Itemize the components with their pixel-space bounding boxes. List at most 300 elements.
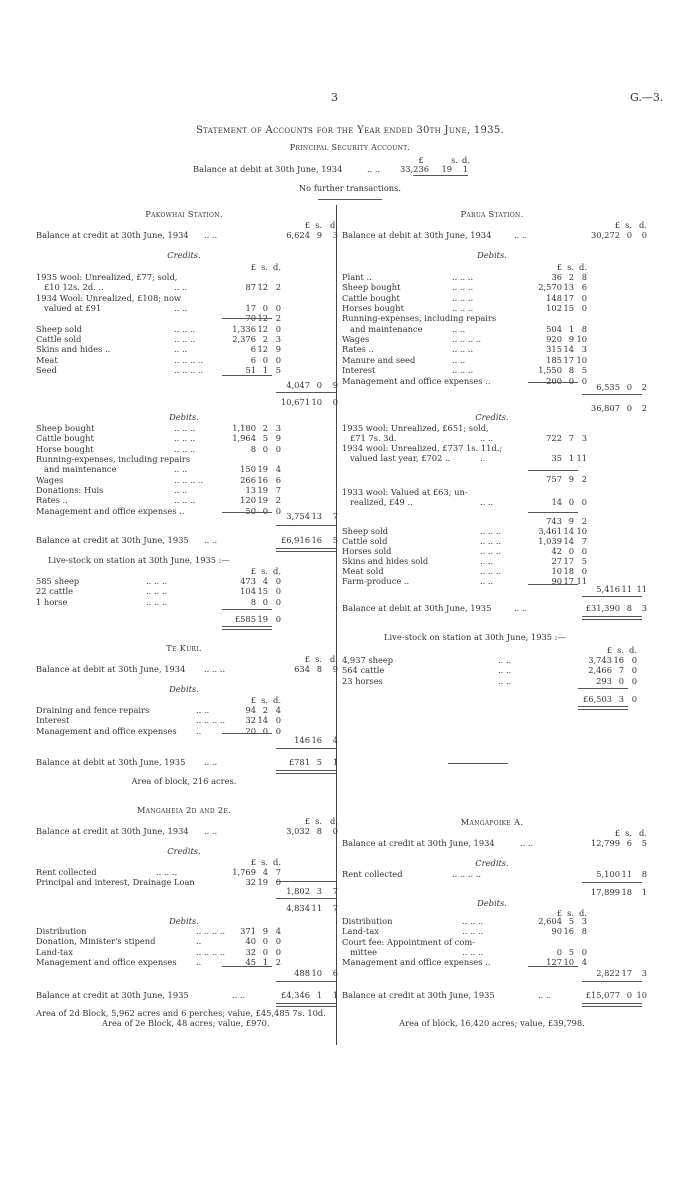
parua-credit-row-pence: 11	[576, 576, 587, 586]
leader-dots: ..	[196, 936, 202, 947]
pakowhai-debit-row-pounds: 150	[240, 464, 256, 475]
tekuri-debit-row-pounds: 94	[245, 705, 256, 715]
parua-livestock-row	[342, 655, 642, 665]
pakowhai-credits-heading: Credits.	[167, 250, 201, 260]
parua-livestock-row-pounds: 2,466	[588, 665, 612, 676]
parua-debit-row-label: Sheep bought	[342, 282, 401, 293]
leader-dots: .. .. ..	[452, 282, 474, 293]
mangaheia-note-2d: Area of 2d Block, 5,962 acres and 6 perches; value, £45,485 7s. 10d.	[36, 1008, 326, 1018]
mangapoike-debits-heading: Debits.	[477, 898, 507, 908]
pakowhai-opening-pounds: 6,624	[286, 230, 310, 240]
parua-debit-row-pence: 8	[581, 272, 587, 282]
leader-dots: .. ..	[174, 344, 188, 355]
pakowhai-debit-row-label: Rates ..	[36, 495, 68, 506]
pakowhai-livestock-row-pounds: 473	[240, 576, 256, 586]
pakowhai-debit-row	[36, 454, 332, 464]
parua-debit-row	[342, 293, 642, 303]
parua-debit-row-shillings: 8	[568, 365, 574, 376]
parua-credit-row-shillings: 17	[563, 556, 574, 566]
pakowhai-credit-row-shillings: 0	[262, 354, 268, 365]
leader-dots: .. ..	[174, 282, 188, 293]
parua-debit-row-pence: 0	[581, 292, 587, 303]
mangapoike-credit-row	[342, 869, 647, 879]
mangapoike-closing-shillings: 0	[626, 990, 632, 1000]
mangaheia-debits-total	[36, 968, 338, 978]
pakowhai-debit-row	[36, 475, 332, 485]
pakowhai-debit-row-pounds: 120	[240, 495, 256, 506]
parua-livestock-row-pence: 0	[631, 655, 637, 665]
psa-underline	[413, 175, 468, 176]
mangapoike-debit-row-label: mittee	[350, 947, 378, 958]
mangapoike-credits-heading: Credits.	[475, 858, 509, 868]
parua-debit-row-shillings: 1	[568, 323, 574, 334]
parua-credit-row-pounds: 757	[546, 474, 562, 484]
parua-livestock-heading: Live-stock on station at 30th June, 1935 :—	[384, 632, 566, 642]
parua-credit-row-shillings: 0	[568, 497, 574, 507]
parua-credit-row	[342, 453, 642, 463]
parua-credit-row-pence: 0	[581, 546, 587, 556]
pakowhai-livestock-total-pounds: £585	[234, 614, 256, 624]
pakowhai-livestock-row-pence: 0	[275, 596, 281, 607]
tekuri-closing-shillings: 5	[316, 757, 322, 767]
leader-dots: .. .. ..	[480, 566, 502, 576]
mangaheia-opening-shillings: 8	[316, 826, 322, 836]
leader-dots: .. ..	[367, 164, 381, 174]
pakowhai-debit-row-pence: 4	[275, 464, 281, 475]
mangaheia-credits-total-pounds: 1,802	[286, 886, 310, 896]
shilling-header: s.	[261, 262, 268, 272]
parua-credit-row	[342, 536, 642, 546]
psa-block	[193, 155, 493, 177]
pakowhai-debit-row	[36, 423, 332, 433]
pound-header: £	[556, 908, 562, 918]
parua-livestock-total	[342, 694, 642, 704]
pakowhai-credit-row-pounds: 17	[245, 303, 256, 314]
mangaheia-debit-row-label: Donation, Minister's stipend	[36, 936, 156, 947]
pakowhai-closing-shillings: 16	[311, 535, 322, 545]
tekuri-opening-label: Balance at debit at 30th June, 1934	[36, 664, 186, 674]
pence-header: d.	[579, 908, 587, 918]
closing-rule	[582, 1003, 642, 1007]
mangaheia-credit-row-pounds: 1,769	[232, 867, 256, 877]
pakowhai-credit-row	[36, 365, 332, 375]
psa-shillings: 19	[441, 164, 452, 174]
mangapoike-debit-row-label: Court fee: Appointment of com-	[342, 936, 475, 947]
mangaheia-debit-row-shillings: 0	[262, 936, 268, 947]
parua-opening-pence: 0	[641, 230, 647, 240]
mangapoike-debit-row	[342, 916, 642, 926]
leader-dots: .. .. ..	[156, 867, 178, 877]
mangaheia-debits-total-pounds: 488	[294, 968, 310, 978]
pakowhai-livestock-row-label: 585 sheep	[36, 576, 80, 586]
pakowhai-credits-total-shillings: 0	[316, 380, 322, 390]
parua-debit-row	[342, 365, 642, 375]
parua-debit-row-label: Manure and seed	[342, 354, 416, 365]
parua-debit-row-shillings: 14	[563, 344, 574, 355]
parua-debit-row-pounds: 102	[546, 303, 562, 314]
parua-credit-row-label: 1933 wool: Valued at £63; un-	[342, 487, 468, 497]
mangaheia-credits-total-pence: 7	[332, 886, 338, 896]
pakowhai-livestock-row-shillings: 4	[262, 576, 268, 586]
page-title: Statement of Accounts for the Year ended 30th June, 1935.	[196, 125, 504, 136]
pence-header: d.	[273, 857, 281, 867]
pakowhai-closing	[36, 535, 338, 545]
pakowhai-debit-row-pounds: 266	[240, 474, 256, 485]
pakowhai-debit-row-pence: 2	[275, 495, 281, 506]
pakowhai-debit-row-label: Running-expenses, including repairs	[36, 454, 191, 465]
parua-debit-row-pence: 10	[576, 334, 587, 345]
parua-debit-row-label: Plant ..	[342, 272, 372, 282]
parua-debit-row-label: Interest	[342, 365, 376, 376]
mangapoike-closing	[342, 990, 647, 1000]
pakowhai-credit-row-label: Skins and hides ..	[36, 344, 111, 355]
leader-dots: .. .. ..	[174, 423, 196, 433]
parua-credits-total-pounds: 5,416	[596, 584, 620, 594]
leader-dots: .. .. ..	[462, 926, 484, 937]
mangaheia-debit-row-label: Land-tax	[36, 946, 73, 957]
pakowhai-credit-row-shillings: 12	[257, 282, 268, 293]
leader-dots: .. ..	[204, 535, 218, 545]
mangaheia-opening-label: Balance at credit at 30th June, 1934	[36, 826, 189, 836]
parua-credit-row-pence: 0	[581, 566, 587, 576]
mangaheia-credits-total	[36, 886, 338, 896]
leader-dots: .. ..	[498, 665, 512, 676]
mangapoike-debit-row	[342, 947, 642, 957]
parua-livestock-total-shillings: 3	[618, 694, 624, 704]
pakowhai-livestock-col-headers	[36, 566, 332, 576]
pound-header: £	[418, 155, 424, 165]
tekuri-debit-col-headers	[36, 695, 332, 705]
mangaheia-debit-row-pence: 0	[275, 936, 281, 947]
leader-dots: .. .. ..	[174, 323, 196, 334]
parua-credit-row-pounds: 27	[551, 556, 562, 566]
leader-dots: .. .. .. ..	[174, 354, 204, 365]
pakowhai-livestock-row	[36, 576, 332, 586]
mangaheia-debit-row-pence: 2	[275, 957, 281, 968]
parua-debit-row-label: Rates ..	[342, 344, 374, 355]
parua-credit-row-pence: 2	[581, 516, 587, 526]
mangaheia-credit-row-shillings: 19	[257, 877, 268, 888]
mangapoike-debit-row	[342, 937, 642, 947]
leader-dots: .. .. ..	[146, 586, 168, 597]
parua-credit-row	[342, 516, 642, 526]
leader-dots: .. .. ..	[462, 947, 484, 958]
parua-credit-row-label: 1934 wool: Unrealized, £737 1s. 11d.;	[342, 443, 503, 453]
pound-header: £	[556, 262, 562, 272]
parua-debit-row	[342, 313, 642, 323]
parua-closing-pounds: £31,390	[585, 603, 620, 613]
mangaheia-closing-pence: 1	[332, 990, 338, 1000]
leader-dots: .. ..	[480, 556, 494, 566]
pakowhai-livestock-row-pence: 0	[275, 586, 281, 597]
leader-dots: .. ..	[480, 497, 494, 507]
pakowhai-credit-row	[36, 355, 332, 365]
parua-debit-row-pence: 6	[581, 282, 587, 293]
pakowhai-debit-row-shillings: 16	[257, 474, 268, 485]
mangapoike-debit-row-pounds: 2,604	[538, 916, 562, 926]
parua-credit-row-label: Farm-produce ..	[342, 576, 410, 586]
total-rule	[582, 981, 642, 982]
pence-header: d.	[273, 695, 281, 705]
leader-dots: .. .. ..	[174, 495, 196, 506]
pakowhai-opening	[36, 230, 338, 240]
document-ref: G.—3.	[630, 91, 664, 104]
parua-credit-row-label: Skins and hides sold	[342, 556, 429, 566]
parua-debit-row-label: Wages	[342, 334, 370, 345]
parua-livestock-row-pounds: 3,743	[588, 655, 612, 665]
parua-debit-row-pence: 0	[581, 375, 587, 386]
pakowhai-credit-row-shillings: 2	[262, 334, 268, 345]
parua-opening-label: Balance at debit at 30th June, 1934	[342, 230, 492, 240]
shilling-header: s.	[315, 654, 322, 664]
pakowhai-credit-row-pence: 2	[275, 282, 281, 293]
pakowhai-debit-row	[36, 444, 332, 454]
mangaheia-closing-pounds: £4,346	[280, 990, 310, 1000]
pakowhai-credit-row-label: £10 12s. 2d. ..	[44, 282, 104, 293]
parua-livestock-row-label: 23 horses	[342, 675, 383, 686]
leader-dots: .. .. ..	[146, 576, 168, 586]
parua-subtotal-shillings: 0	[626, 403, 632, 413]
pakowhai-debit-row	[36, 464, 332, 474]
parua-livestock-total-pence: 0	[631, 694, 637, 704]
pakowhai-debit-row-pence: 0	[275, 505, 281, 516]
parua-debit-row	[342, 355, 642, 365]
leader-dots: .. .. .. ..	[452, 334, 482, 345]
parua-credit-row-label: valued last year, £702 ..	[350, 453, 451, 463]
parua-debit-col-headers	[342, 262, 642, 272]
leader-dots: ..	[196, 725, 202, 736]
parua-credit-row	[342, 526, 642, 536]
parua-credit-row-shillings: 1	[568, 453, 574, 463]
shilling-header: s.	[567, 908, 574, 918]
pakowhai-credits-total	[36, 380, 338, 390]
leader-dots: .. ..	[452, 323, 466, 334]
pakowhai-subtotal	[36, 397, 338, 407]
parua-opening	[342, 230, 647, 240]
parua-credit-row-pence: 3	[581, 433, 587, 443]
pakowhai-livestock-row	[36, 597, 332, 607]
total-rule	[276, 748, 336, 749]
leader-dots: .. ..	[204, 826, 218, 836]
pakowhai-credit-row-pence: 0	[275, 303, 281, 314]
pakowhai-heading: Pakowhai Station.	[145, 209, 223, 219]
pound-header: £	[614, 220, 620, 230]
mangaheia-debits-heading: Debits.	[169, 916, 199, 926]
total-rule	[222, 609, 272, 610]
shilling-header: s.	[261, 695, 268, 705]
pound-header: £	[304, 816, 310, 826]
pence-header: d.	[629, 645, 637, 655]
total-rule	[276, 525, 336, 526]
mangaheia-opening-pence: 0	[332, 826, 338, 836]
mangapoike-opening	[342, 838, 647, 848]
mangapoike-note: Area of block, 16,420 acres; value, £39,798.	[399, 1018, 585, 1028]
mangapoike-debit-row	[342, 926, 642, 936]
pound-header: £	[606, 645, 612, 655]
parua-debit-row-pounds: 200	[546, 375, 562, 386]
total-rule	[528, 512, 578, 513]
leader-dots: .. .. .. ..	[196, 926, 226, 936]
leader-dots: .. .. ..	[452, 303, 474, 314]
tekuri-debit-row-label: Draining and fence repairs	[36, 705, 150, 715]
leader-dots: .. ..	[196, 705, 210, 715]
pakowhai-credit-row-pounds: 2,376	[232, 334, 256, 345]
pakowhai-debit-row-shillings: 19	[257, 464, 268, 475]
leader-dots: .. .. ..	[462, 916, 484, 926]
parua-livestock-row-label: 564 cattle	[342, 665, 385, 676]
pakowhai-credit-row-shillings: 12	[257, 323, 268, 334]
shilling-header: s.	[315, 220, 322, 230]
mangapoike-subtotal	[342, 887, 647, 897]
mangaheia-closing-shillings: 1	[316, 990, 322, 1000]
pakowhai-credit-row-pounds: 87	[245, 282, 256, 293]
pakowhai-credit-row	[36, 282, 332, 292]
pakowhai-credit-row-shillings: 1	[262, 365, 268, 376]
pakowhai-credit-row-label: valued at £91	[44, 303, 102, 314]
leader-dots: .. ..	[480, 433, 494, 443]
leader-dots: .. .. .. ..	[174, 365, 204, 376]
mangapoike-debit-row-shillings: 5	[568, 916, 574, 926]
pakowhai-credit-row-pence: 9	[275, 344, 281, 355]
pakowhai-livestock-row-label: 1 horse	[36, 596, 68, 607]
parua-livestock-col-headers	[342, 645, 642, 655]
parua-closing-pence: 3	[641, 603, 647, 613]
pence-header: d.	[639, 220, 647, 230]
mangapoike-credit-row-pounds: 5,100	[596, 869, 620, 879]
pakowhai-debit-row-shillings: 19	[257, 495, 268, 506]
pakowhai-credit-row-shillings: 12	[257, 313, 268, 324]
pakowhai-debit-row-label: Wages	[36, 474, 64, 485]
psa-heading: Principal Security Account.	[289, 143, 411, 152]
pakowhai-debit-row-pence: 0	[275, 443, 281, 454]
parua-credit-row-label: Sheep sold	[342, 526, 389, 536]
parua-credit-row-pounds: 722	[546, 433, 562, 443]
mangapoike-debit-row-pence: 3	[581, 916, 587, 926]
pakowhai-debits-total	[36, 511, 338, 521]
pakowhai-livestock-total	[36, 614, 332, 624]
parua-credits-total	[342, 584, 647, 594]
leader-dots: .. .. ..	[174, 334, 196, 345]
pakowhai-livestock-total-pence: 0	[275, 614, 281, 624]
mangaheia-credit-col-headers	[36, 857, 332, 867]
page-number: 3	[331, 91, 338, 104]
parua-debit-row	[342, 303, 642, 313]
mangaheia-subtotal-pence: 7	[332, 903, 338, 913]
mangaheia-debit-row	[36, 926, 332, 936]
mangapoike-closing-label: Balance at credit at 30th June, 1935	[342, 990, 495, 1000]
leader-dots: .. .. ..	[146, 596, 168, 607]
parua-closing	[342, 603, 647, 613]
parua-debits-total-pence: 2	[641, 382, 647, 392]
parua-credit-row-pence: 2	[581, 474, 587, 484]
parua-debit-row-shillings: 13	[563, 282, 574, 293]
parua-debit-row-pence: 5	[581, 365, 587, 376]
pakowhai-debit-row-label: Management and office expenses ..	[36, 505, 185, 516]
pakowhai-debit-row-shillings: 19	[257, 485, 268, 496]
tekuri-note: Area of block, 216 acres.	[131, 776, 237, 786]
mangaheia-debit-row-shillings: 1	[262, 957, 268, 968]
parua-closing-label: Balance at debit at 30th June, 1935	[342, 603, 492, 613]
mangaheia-note-2e: Area of 2e Block, 48 acres; value, £970.	[102, 1018, 270, 1028]
pound-header: £	[250, 695, 256, 705]
parua-debit-row-pounds: 185	[546, 354, 562, 365]
mangapoike-debits-total-shillings: 17	[621, 968, 632, 978]
tekuri-opening	[36, 664, 338, 674]
mangaheia-debit-row-pounds: 45	[245, 957, 256, 968]
mangapoike-debit-row-label: Distribution	[342, 916, 393, 926]
pakowhai-debits-total-shillings: 13	[311, 511, 322, 521]
tekuri-debit-row-shillings: 14	[257, 715, 268, 726]
tekuri-debit-row-pence: 0	[275, 715, 281, 726]
pound-header: £	[304, 654, 310, 664]
parua-credit-row	[342, 443, 642, 453]
mangapoike-debit-row-shillings: 5	[568, 947, 574, 958]
mangaheia-heading: Mangaheia 2d and 2e.	[136, 805, 232, 815]
leader-dots: .. ..	[174, 485, 188, 496]
mangapoike-col-headers	[342, 828, 647, 838]
total-rule	[222, 733, 272, 734]
pakowhai-debit-row-label: Horse bought	[36, 443, 94, 454]
parua-heading: Parua Station.	[460, 209, 524, 219]
parua-debit-row-label: Horses bought	[342, 303, 404, 314]
pakowhai-debit-row-shillings: 0	[262, 505, 268, 516]
parua-credit-row-shillings: 14	[563, 536, 574, 546]
pakowhai-credit-row	[36, 334, 332, 344]
mangaheia-debit-row	[36, 947, 332, 957]
parua-credit-row-shillings: 18	[563, 566, 574, 576]
pakowhai-debit-row-pounds: 50	[245, 505, 256, 516]
parua-credit-row-pounds: 743	[546, 516, 562, 526]
mangapoike-debit-row-pounds: 0	[556, 947, 562, 958]
leader-dots: .. ..	[514, 230, 528, 240]
pakowhai-credit-row-label: Sheep sold	[36, 323, 83, 334]
mangaheia-credit-row-pence: 7	[275, 867, 281, 877]
parua-debit-row-pounds: 36	[551, 272, 562, 282]
pakowhai-credit-row-shillings: 12	[257, 344, 268, 355]
leader-dots: .. .. .. ..	[196, 946, 226, 957]
shilling-header: s.	[261, 566, 268, 576]
pakowhai-debits-total-pounds: 3,754	[286, 511, 310, 521]
pound-header: £	[250, 857, 256, 867]
leader-dots: .. ..	[538, 990, 552, 1000]
parua-subtotal-pounds: 36,807	[590, 403, 620, 413]
mangaheia-debit-row-shillings: 0	[262, 946, 268, 957]
pakowhai-closing-pence: 5	[332, 535, 338, 545]
mangaheia-debits-total-pence: 6	[332, 968, 338, 978]
total-rule	[276, 881, 336, 882]
pakowhai-credit-row	[36, 324, 332, 334]
shilling-header: s.	[625, 828, 632, 838]
tekuri-opening-shillings: 8	[316, 664, 322, 674]
parua-credit-row-label: £71 7s. 3d.	[350, 433, 397, 443]
pence-header: d.	[273, 566, 281, 576]
closing-rule	[582, 616, 642, 620]
leader-dots: .. ..	[174, 464, 188, 475]
parua-credit-row	[342, 487, 642, 497]
column-divider	[336, 205, 337, 1045]
psa-balance-label: Balance at debit at 30th June, 1934	[193, 164, 343, 174]
mangaheia-subtotal-shillings: 11	[311, 903, 322, 913]
tekuri-debit-row-pounds: 20	[245, 725, 256, 736]
parua-livestock-row-label: 4,937 sheep	[342, 655, 394, 665]
pakowhai-livestock-heading: Live-stock on station at 30th June, 1935 :—	[48, 555, 230, 565]
parua-debit-row-shillings: 0	[568, 375, 574, 386]
parua-credit-row-pounds: 42	[551, 546, 562, 556]
closing-rule	[276, 1003, 336, 1007]
mangaheia-debit-row-pounds: 40	[245, 936, 256, 947]
parua-credit-row	[342, 497, 642, 507]
tekuri-debit-row-label: Management and office expenses	[36, 725, 177, 736]
